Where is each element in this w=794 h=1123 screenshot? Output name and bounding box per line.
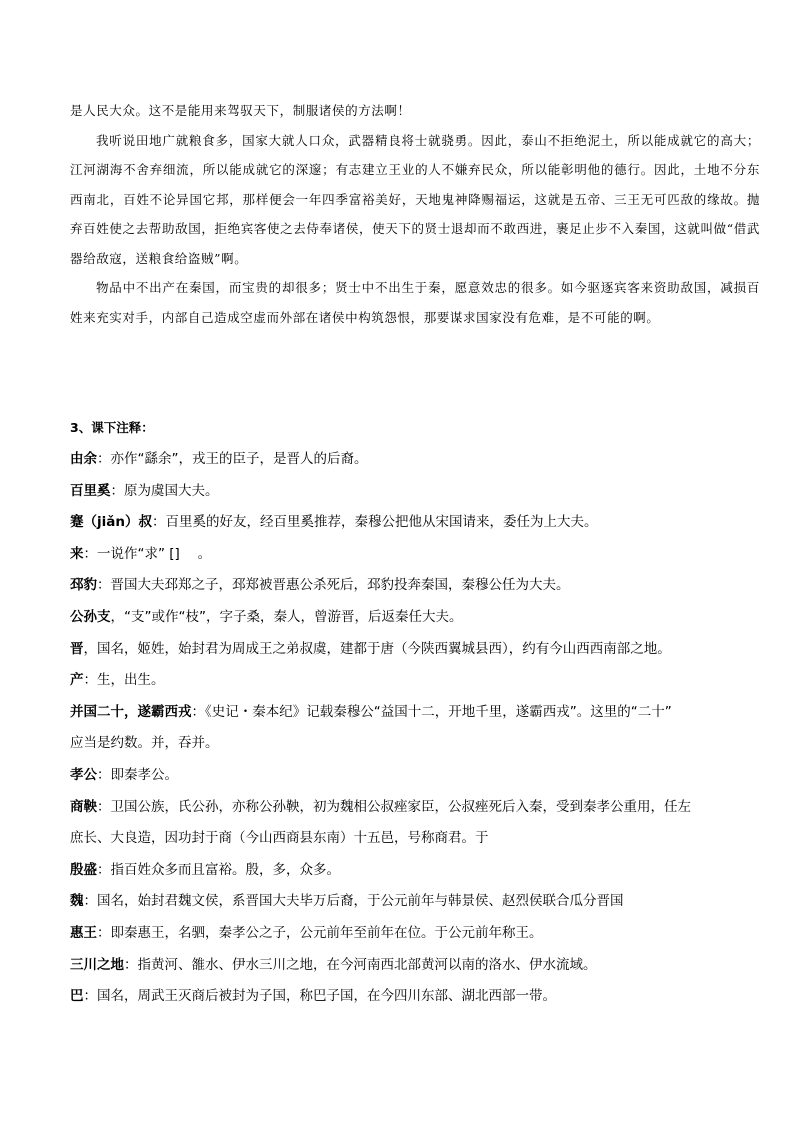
note-definition: ：国名，周武王灭商后被封为子国，称巴子国，在今四川东部、湖北西部一带。: [83, 988, 556, 1005]
note-term: 并国二十，遂霸西戎: [70, 703, 192, 720]
note-item: [70, 918, 760, 950]
note-term: 孝公: [70, 766, 97, 783]
note-term: 百里奚: [70, 482, 111, 499]
note-item: [70, 760, 760, 792]
note-item: [70, 950, 760, 982]
note-term: 巴: [70, 988, 84, 1005]
note-definition: ：晋国大夫邳郑之子，邳郑被晋惠公杀死后，邳豹投奔秦国，秦穆公任为大夫。: [97, 577, 570, 594]
note-continuation: 应当是约数。并，吞并。: [70, 735, 219, 752]
note-definition: ：《史记・秦本纪》记载秦穆公“益国十二，开地千里，遂霸西戎”。这里的“二十”: [191, 703, 672, 720]
note-item: [70, 570, 760, 602]
note-item: [70, 697, 760, 760]
note-term: 惠王: [70, 924, 97, 941]
note-item: [70, 855, 760, 887]
note-item: [70, 602, 760, 634]
note-definition: ：生，出生。: [83, 672, 165, 689]
translation-paragraph-2: 我听说田地广就粮食多，国家大就人口众，武器精良将士就骁勇。因此，泰山不拒绝泥土，所以能成就它的高大；江河湖海不舍弃细流，所以能成就它的深邃；有志建立王业的人不嫌弃民众，所以能彰明他的德行。因此，土地不分东西南北，百姓不论异国它邦，那样便会一年四季富裕美好，天地鬼神降赐福运，这就是五帝、三王无可匹敌的缘故。抛弃百姓使之去帮助敌国，拒绝宾客使之去侍奉诸侯，使天下的贤士退却而不敢西进，裹足止步不入秦国，这就叫做“借武器给敌寇，送粮食给盗贼”啊。: [70, 132, 760, 266]
note-item: [70, 476, 760, 508]
note-definition: ：即秦孝公。: [97, 766, 178, 783]
note-definition: ：指百姓众多而且富裕。殷，多，众多。: [97, 861, 340, 878]
translation-paragraph-3: 物品中不出产在秦国，而宝贵的却很多；贤士中不出生于秦，愿意效忠的很多。如今驱逐宾客来资助敌国，减损百姓来充实对手，内部自己造成空虚而外部在诸侯中构筑怨恨，那要谋求国家没有危难，是不可能的啊。: [70, 280, 760, 325]
note-item: [70, 665, 760, 697]
note-definition: ：原为虞国大夫。: [110, 482, 219, 499]
note-definition: ：国名，始封君魏文侯，系晋国大夫毕万后裔，于公元前年与韩景侯、赵烈侯联合瓜分晋国: [83, 893, 624, 910]
note-item: [70, 507, 760, 539]
note-definition: ：百里奚的好友，经百里奚推荐，秦穆公把他从宋国请来，委任为上大夫。: [151, 514, 598, 531]
note-term: 殷盛: [70, 861, 97, 878]
note-item: [70, 981, 760, 1013]
note-term: 三川之地: [70, 956, 124, 973]
note-definition: ：卫国公族，氏公孙，亦称公孙鞅，初为魏相公叔痤家臣，公叔痤死后入秦，受到秦孝公重用，任左: [97, 798, 691, 815]
translation-paragraph-1: 是人民大众。这不是能用来驾驭天下，制服诸侯的方法啊！: [70, 103, 411, 118]
note-definition: ：亦作“繇余”，戎王的臣子，是晋人的后裔。: [97, 451, 368, 467]
note-term: 商鞅: [70, 798, 97, 815]
notes-section: [70, 416, 760, 1013]
note-definition: ，“支”或作“枝”，字子桑，秦人，曾游晋，后返秦任大夫。: [110, 608, 463, 625]
note-definition: ：指黄河、雒水、伊水三川之地，在今河南西北部黄河以南的洛水、伊水流域。: [124, 956, 597, 973]
note-item: [70, 886, 760, 918]
note-term: 产: [70, 672, 84, 689]
note-item: [70, 539, 760, 571]
note-definition: ，国名，姬姓，始封君为周成王之弟叔虞，建都于唐（今陕西翼城县西），约有今山西西南部之地。: [83, 640, 671, 657]
note-term: 由余: [70, 451, 97, 467]
note-definition: ：即秦惠王，名驷，秦孝公之子，公元前年至前年在位。于公元前年称王。: [97, 924, 543, 941]
notes-heading: 3、课下注释：: [70, 420, 154, 435]
note-term: 邳豹: [70, 577, 97, 594]
note-term: 来: [70, 545, 84, 562]
note-item: [70, 792, 760, 855]
note-item: [70, 444, 760, 476]
note-term: 晋: [70, 640, 84, 657]
note-term: 蹇（jiǎn）叔: [70, 514, 152, 531]
note-term: 公孙支: [70, 608, 111, 625]
note-definition: ：一说作“求” [] 。: [83, 545, 212, 562]
translation-section: [70, 96, 760, 332]
note-item: [70, 634, 760, 666]
note-continuation: 庶长、大良造，因功封于商（今山西商县东南）十五邑，号称商君。于: [70, 830, 489, 847]
note-term: 魏: [70, 893, 84, 910]
